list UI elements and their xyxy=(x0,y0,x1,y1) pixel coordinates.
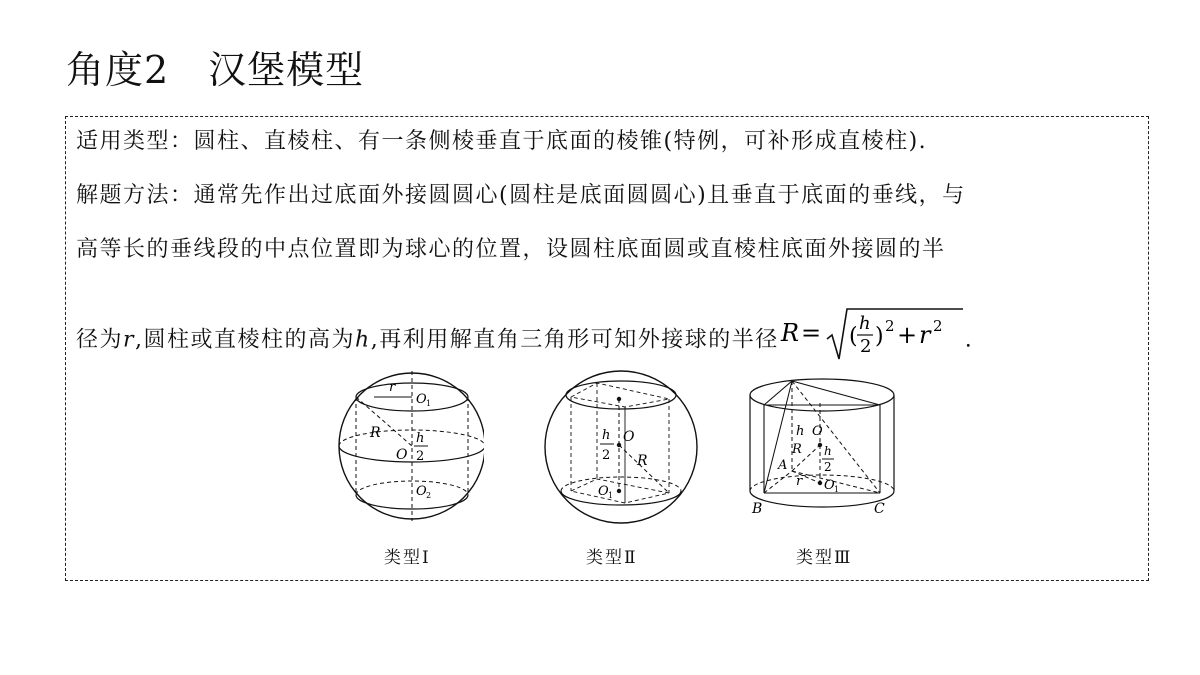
label-O2-sub: 2 xyxy=(426,491,432,500)
text-segment: ,再利用解直角三角形可知外接球的半径 xyxy=(370,327,779,353)
text-line-method-2: 高等长的垂线段的中点位置即为球心的位置，设圆柱底面圆或直棱柱底面外接圆的半 xyxy=(76,237,946,262)
formula-exp: 2 xyxy=(884,317,896,335)
section-title: 角度2 汉堡模型 xyxy=(66,48,365,92)
caption-type-3: 类型Ⅲ xyxy=(796,548,853,568)
figure-type-3 xyxy=(746,373,906,525)
top-ellipse xyxy=(566,381,676,409)
formula-R: R xyxy=(780,319,801,347)
label-R: R xyxy=(637,453,648,469)
caption-type-2: 类型Ⅱ xyxy=(586,548,638,568)
center-point-O xyxy=(818,443,822,447)
text-segment: ,圆柱或直棱柱的高为 xyxy=(135,327,356,353)
var-h: h xyxy=(355,327,371,353)
label-A: A xyxy=(778,458,788,473)
formula-plus: + xyxy=(896,321,919,349)
label-O1: O xyxy=(598,484,609,499)
content-box xyxy=(65,116,1149,581)
label-two: 2 xyxy=(602,448,611,463)
label-B: B xyxy=(752,501,763,517)
bottom-center-point-O1 xyxy=(818,481,822,485)
text-segment: 径为 xyxy=(76,327,124,353)
bottom-center-point xyxy=(617,489,621,493)
figures-row xyxy=(66,367,1150,577)
label-O2: O xyxy=(416,484,427,499)
label-r: r xyxy=(389,380,396,395)
apex-edge-B xyxy=(764,381,792,493)
label-O: O xyxy=(396,447,408,463)
text-line-method-1: 解题方法：通常先作出过底面外接圆圆心(圆柱是底面圆圆心)且垂直于底面的垂线，与 xyxy=(76,183,966,208)
formula-lparen: ( xyxy=(848,324,859,349)
figure-type-2 xyxy=(541,367,701,527)
label-O1-sub: 1 xyxy=(608,491,614,500)
text-line-method-3 xyxy=(76,307,973,374)
radius-formula-svg xyxy=(779,305,965,363)
label-O: O xyxy=(812,424,823,439)
text-segment: . xyxy=(964,327,974,353)
label-O1: O xyxy=(824,478,835,493)
center-point-O xyxy=(617,443,621,447)
label-C: C xyxy=(874,501,885,517)
var-r: r xyxy=(123,327,136,353)
label-h2: h xyxy=(824,444,832,458)
label-R: R xyxy=(792,442,802,457)
bottom-ellipse-front xyxy=(561,491,681,505)
caption-type-1: 类型Ⅰ xyxy=(384,548,431,568)
formula-equals: = xyxy=(800,319,823,347)
label-O1-sub: 1 xyxy=(834,485,840,494)
label-O: O xyxy=(623,429,635,445)
radius-formula xyxy=(779,305,965,372)
label-h: h xyxy=(602,428,611,443)
formula-rparen: ) xyxy=(874,324,885,349)
figure-type-1 xyxy=(334,367,484,525)
label-O1: O xyxy=(416,392,427,407)
label-r: r xyxy=(796,474,803,489)
bottom-ellipse-back xyxy=(561,477,681,491)
formula-frac-num: h xyxy=(858,313,872,334)
text-line-applicable-types: 适用类型：圆柱、直棱柱、有一条侧棱垂直于底面的棱锥(特例，可补形成直棱柱). xyxy=(76,129,928,154)
top-edge-2 xyxy=(792,381,880,405)
cylinder-top-ellipse xyxy=(750,379,894,411)
formula-frac-den: 2 xyxy=(859,336,873,357)
label-h: h xyxy=(796,424,805,439)
label-h: h xyxy=(416,431,425,446)
label-O1-sub: 1 xyxy=(426,399,432,408)
formula-r: r xyxy=(918,321,932,349)
prism-top-face xyxy=(571,383,669,407)
label-two: 2 xyxy=(824,460,832,474)
top-center-point xyxy=(617,397,621,401)
formula-r-exp: 2 xyxy=(932,317,944,335)
label-two: 2 xyxy=(416,449,425,464)
label-R: R xyxy=(370,425,381,441)
